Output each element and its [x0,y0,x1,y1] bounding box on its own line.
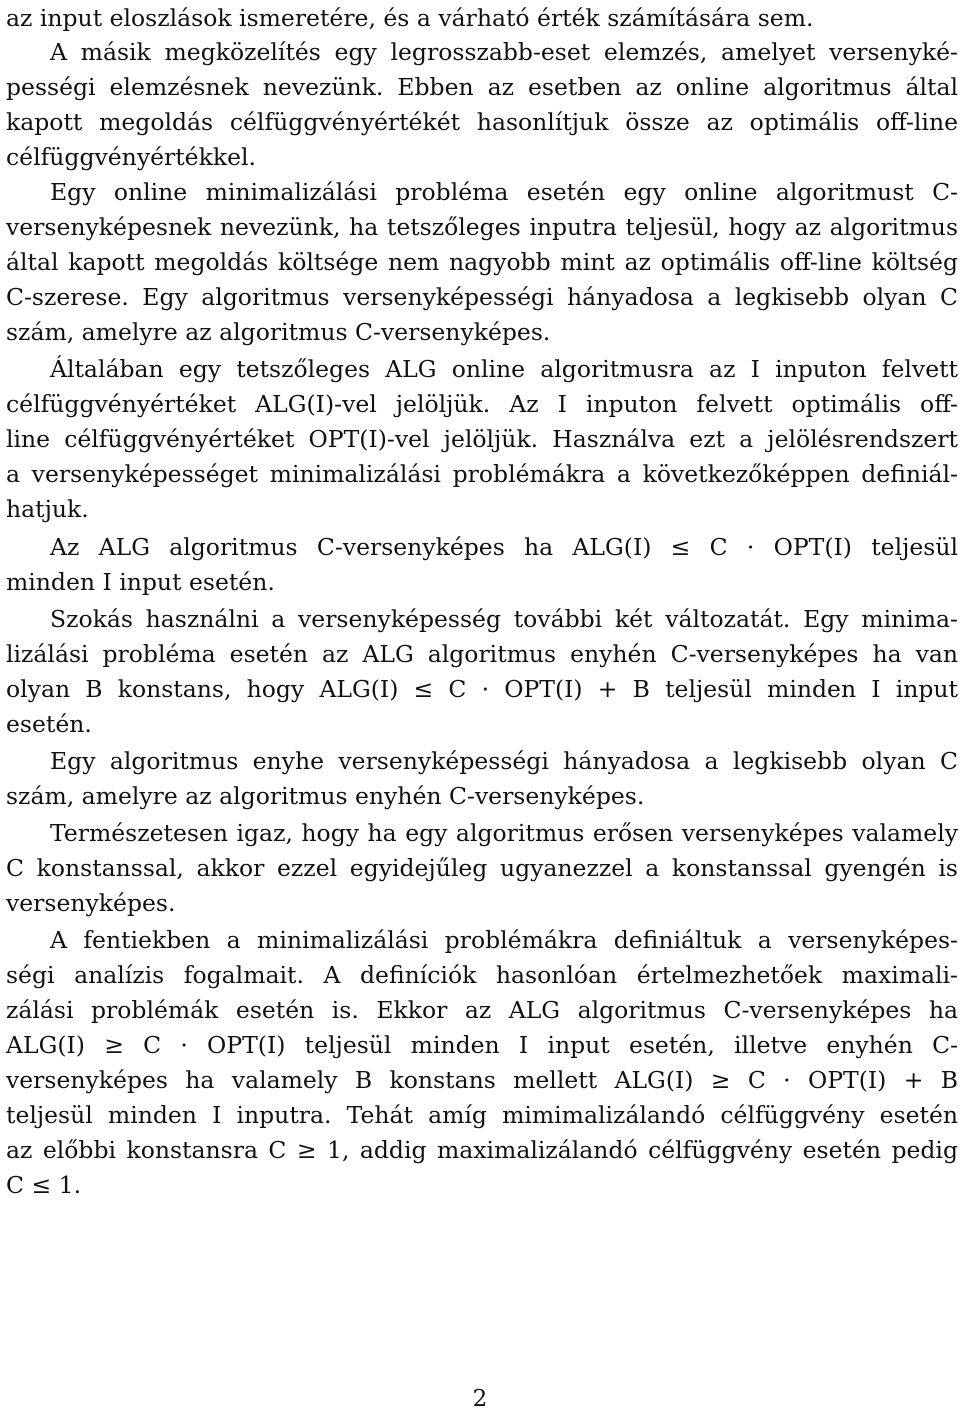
text-line: line célfüggvényértéket OPT(I)-vel jelöljük. Használva ezt a jelölésrendszert [6,425,958,453]
text-line: Egy online minimalizálási probléma esetén egy online algoritmust C- [50,178,958,206]
page-number: 2 [472,1386,488,1412]
text-line: C ≤ 1. [6,1171,82,1199]
text-line: célfüggvényértéket ALG(I)-vel jelöljük. Az I inputon felvett optimális off- [6,390,958,418]
text-line: A másik megközelítés egy legrosszabb-eset elemzés, amelyet versenyké- [50,38,958,66]
text-line: által kapott megoldás költsége nem nagyobb mint az optimális off-line költség [6,248,958,276]
text-line: versenyképes ha valamely B konstans mellett ALG(I) ≥ C · OPT(I) + B [6,1066,958,1094]
text-line: célfüggvényértékkel. [6,143,256,171]
text-line: ALG(I) ≥ C · OPT(I) teljesül minden I input esetén, illetve enyhén C- [6,1031,958,1059]
text-line: lizálási probléma esetén az ALG algoritmus enyhén C-versenyképes ha van [6,640,958,668]
text-line: versenyképes. [6,889,176,917]
text-line: kapott megoldás célfüggvényértékét hasonlítjuk össze az optimális off-line [6,108,958,136]
text-line: szám, amelyre az algoritmus enyhén C-versenyképes. [6,782,645,810]
text-line: esetén. [6,710,92,738]
text-line: Természetesen igaz, hogy ha egy algoritmus erősen versenyképes valamely [50,819,958,847]
text-line: a versenyképességet minimalizálási problémákra a következőképpen definiál- [6,460,958,488]
text-line: minden I input esetén. [6,568,275,596]
text-line: ségi analízis fogalmait. A definíciók hasonlóan értelmezhetőek maximali- [6,961,958,989]
text-line: versenyképesnek nevezünk, ha tetszőleges inputra teljesül, hogy az algoritmus [6,213,958,241]
text-line: hatjuk. [6,495,89,523]
text-line: C-szerese. Egy algoritmus versenyképességi hányadosa a legkisebb olyan C [6,283,958,311]
text-line: C konstanssal, akkor ezzel egyidejűleg ugyanezzel a konstanssal gyengén is [6,854,958,882]
text-line: Az ALG algoritmus C-versenyképes ha ALG(I) ≤ C · OPT(I) teljesül [50,533,958,561]
text-line: az előbbi konstansra C ≥ 1, addig maximalizálandó célfüggvény esetén pedig [6,1136,958,1164]
text-line: Általában egy tetszőleges ALG online algoritmusra az I inputon felvett [50,355,958,383]
text-line: Egy algoritmus enyhe versenyképességi hányadosa a legkisebb olyan C [50,747,958,775]
text-line: szám, amelyre az algoritmus C-versenyképes. [6,318,551,346]
text-line: az input eloszlások ismeretére, és a várható érték számítására sem. [6,4,814,32]
text-line: A fentiekben a minimalizálási problémákra definiáltuk a versenyképes- [50,926,958,954]
text-line: teljesül minden I inputra. Tehát amíg mimimalizálandó célfüggvény esetén [6,1101,958,1129]
text-line: zálási problémák esetén is. Ekkor az ALG algoritmus C-versenyképes ha [6,996,958,1024]
text-line: olyan B konstans, hogy ALG(I) ≤ C · OPT(I) + B teljesül minden I input [6,675,958,703]
text-line: Szokás használni a versenyképesség további két változatát. Egy minima- [50,605,958,633]
text-line: pességi elemzésnek nevezünk. Ebben az esetben az online algoritmus által [6,73,958,101]
